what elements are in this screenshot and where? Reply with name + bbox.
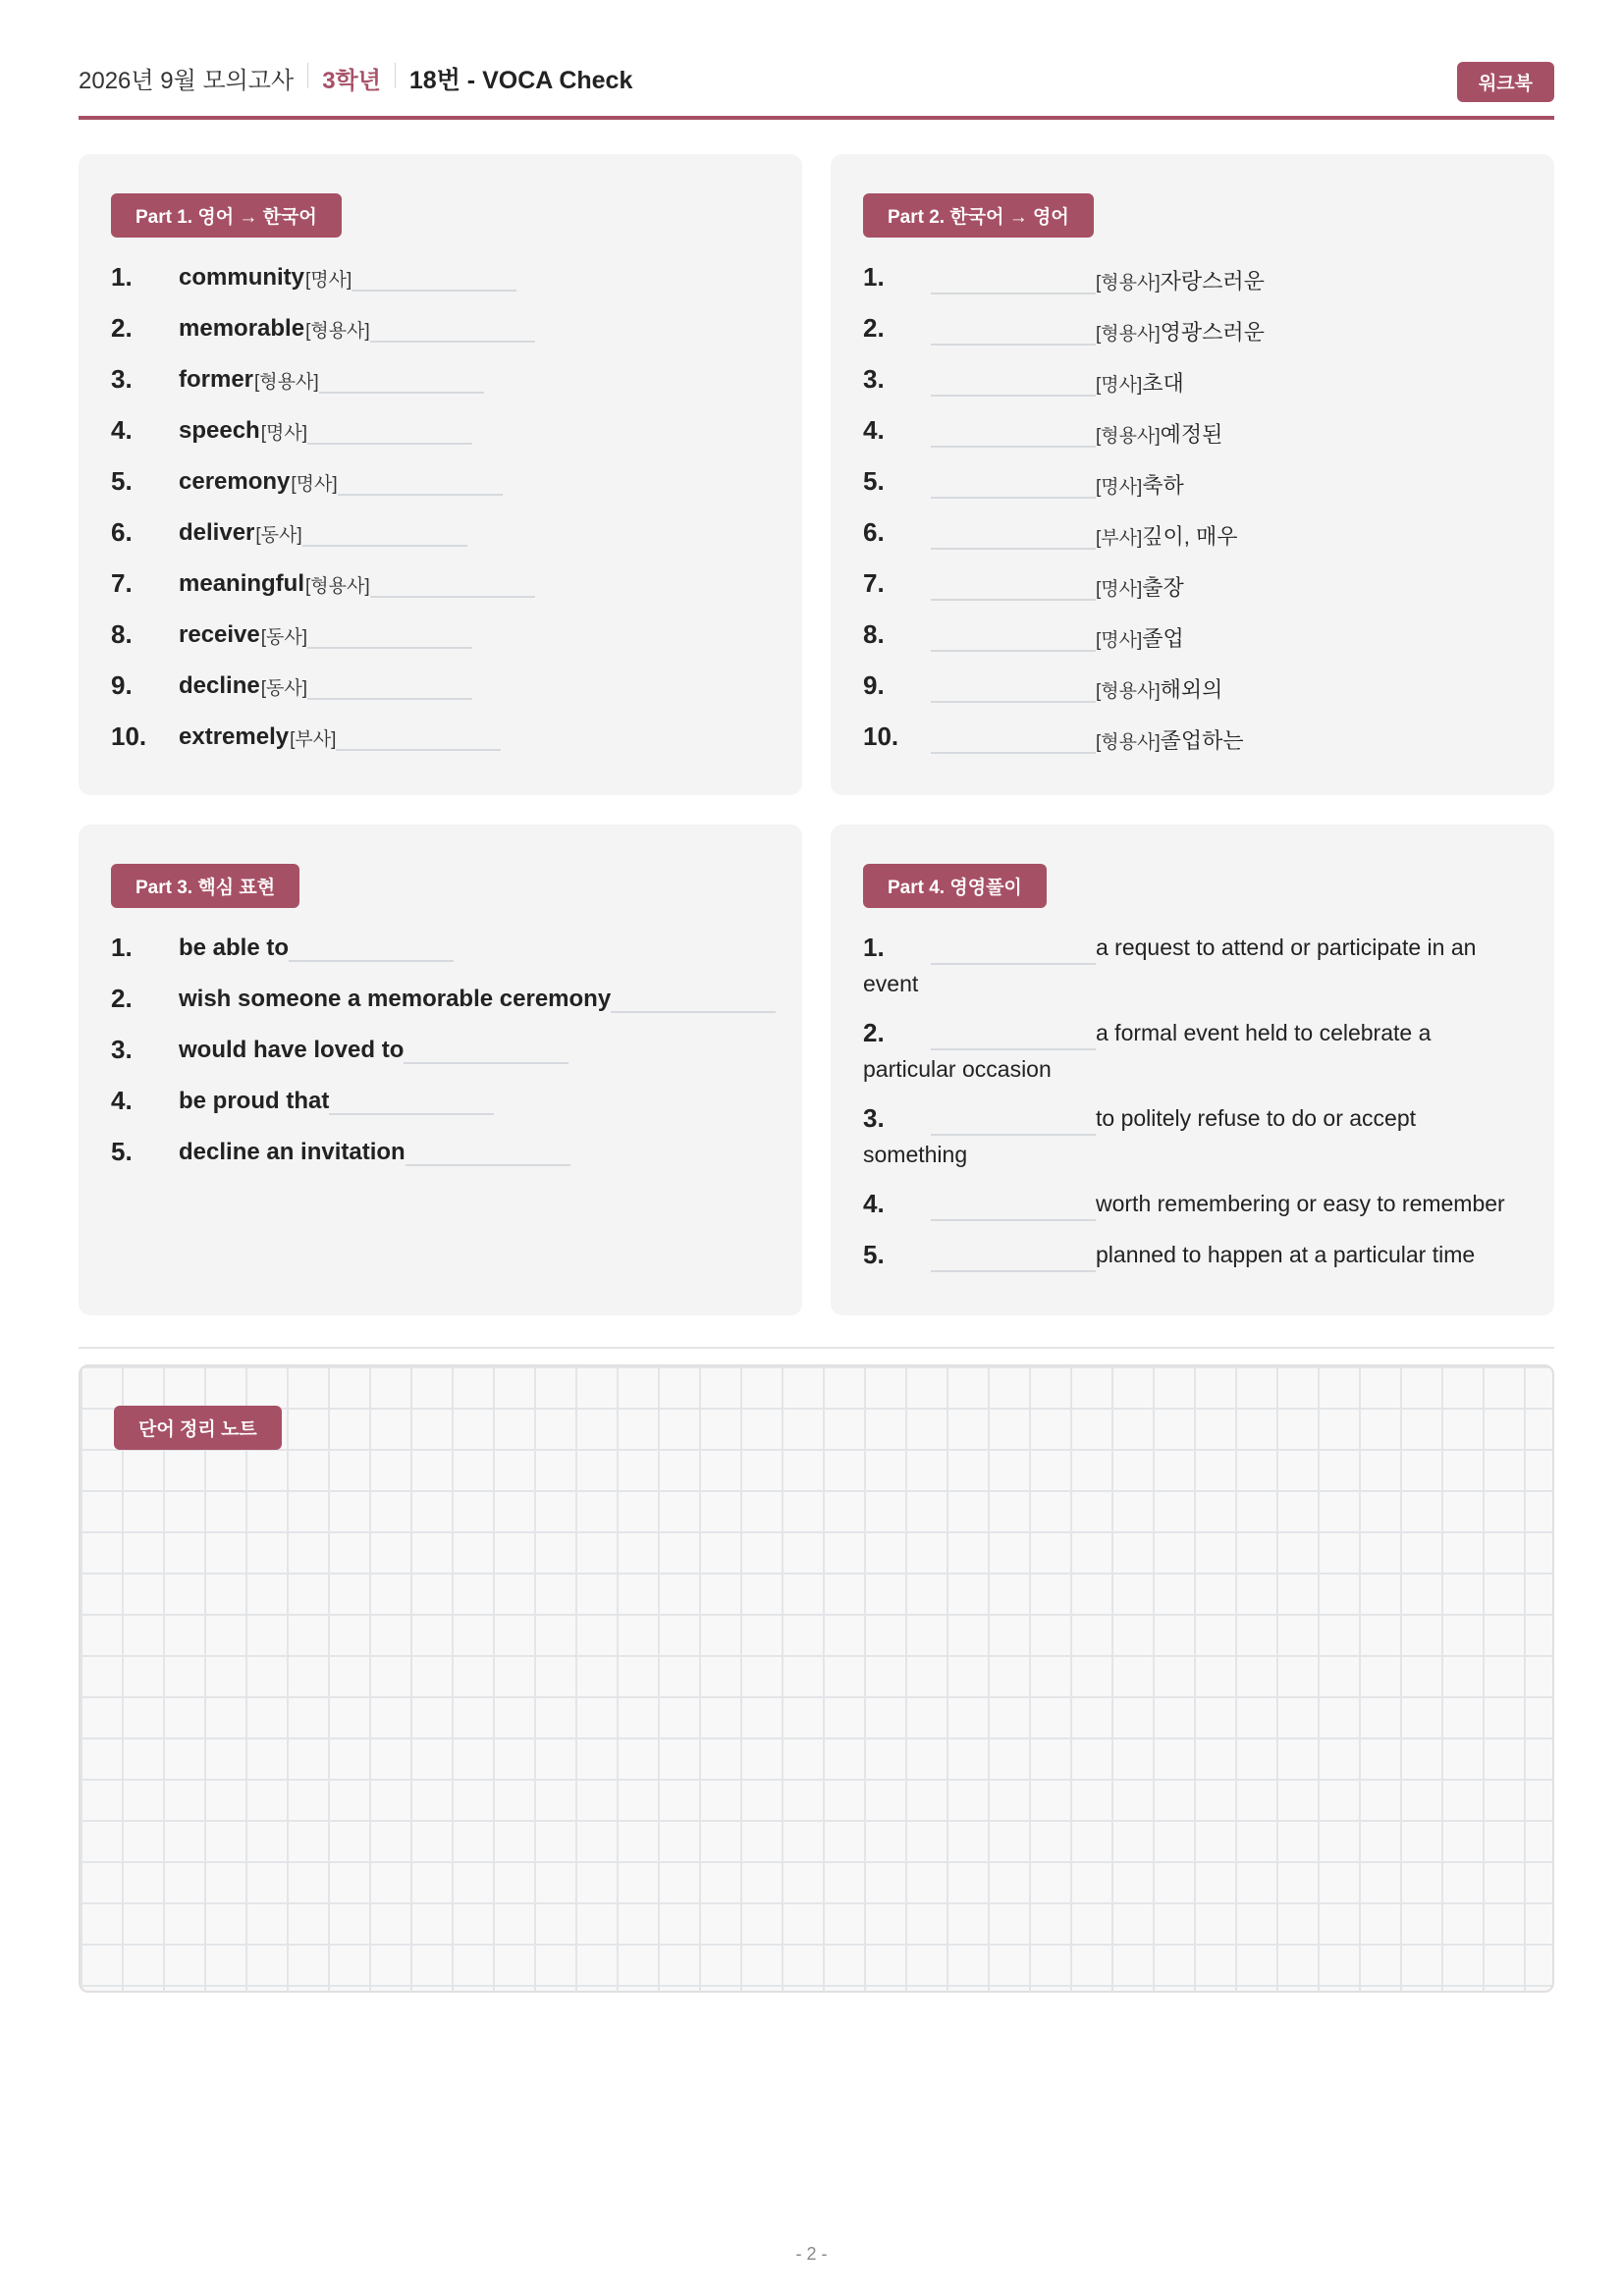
korean-meaning: 졸업 <box>1142 626 1184 651</box>
answer-blank[interactable] <box>336 723 501 751</box>
list-item <box>863 1189 1531 1222</box>
phrase-entry <box>179 1139 570 1166</box>
list-item <box>863 364 1531 398</box>
english-definition: planned to happen at a particular time <box>1096 1242 1476 1267</box>
item-number: 2. <box>863 1018 885 1047</box>
page-title: 18번 - VOCA Check <box>408 67 633 94</box>
list-item <box>863 1103 1531 1168</box>
word-entry <box>179 621 472 649</box>
word-entry <box>179 264 516 292</box>
definition-line <box>863 1018 1531 1051</box>
word-entry <box>179 672 472 700</box>
item-number: 5. <box>111 466 133 496</box>
answer-blank[interactable] <box>338 468 503 496</box>
item-number: 8. <box>111 619 133 649</box>
korean-meaning-entry <box>1096 520 1238 551</box>
english-word: memorable <box>179 315 305 342</box>
item-number: 6. <box>111 517 133 547</box>
korean-meaning: 축하 <box>1142 473 1184 498</box>
korean-meaning-entry <box>1096 622 1184 653</box>
part-of-speech: [형용사] <box>1096 273 1161 294</box>
part1-badge: Part 1. 영어 → 한국어 <box>111 193 342 238</box>
item-number: 5. <box>863 1240 885 1269</box>
list-item <box>863 517 1531 551</box>
answer-blank[interactable] <box>370 570 535 598</box>
answer-blank[interactable] <box>931 1192 1096 1221</box>
word-entry <box>179 723 501 751</box>
list-item <box>863 262 1531 295</box>
list-item <box>111 517 779 551</box>
english-definition: a formal event held to celebrate a <box>1096 1020 1432 1045</box>
part-of-speech: [명사] <box>1096 630 1143 651</box>
item-number: 3. <box>111 364 133 394</box>
answer-blank[interactable] <box>404 1037 568 1064</box>
item-number: 1. <box>111 933 133 962</box>
answer-blank[interactable] <box>307 621 472 649</box>
korean-meaning: 출장 <box>1142 575 1184 600</box>
header-separator <box>395 63 396 88</box>
answer-blank[interactable] <box>319 366 484 394</box>
item-number: 3. <box>111 1035 133 1064</box>
item-number: 7. <box>863 568 885 598</box>
answer-blank[interactable] <box>329 1088 494 1115</box>
english-word: extremely <box>179 723 290 750</box>
english-definition-continued: something <box>863 1142 968 1167</box>
part-of-speech: [명사] <box>1096 477 1143 498</box>
list-item <box>111 415 779 449</box>
phrase-entry <box>179 1088 494 1115</box>
answer-blank[interactable] <box>931 469 1096 499</box>
english-definition: to politely refuse to do or accept <box>1096 1105 1417 1131</box>
english-word: decline <box>179 672 260 699</box>
definition-line <box>863 1189 1531 1222</box>
part4-badge: Part 4. 영영풀이 <box>863 864 1047 908</box>
answer-blank[interactable] <box>931 1106 1096 1136</box>
korean-meaning-entry <box>1096 724 1244 755</box>
item-number: 10. <box>863 721 899 751</box>
item-number: 3. <box>863 1103 885 1133</box>
list-item <box>863 670 1531 704</box>
english-word: meaningful <box>179 570 305 597</box>
item-number: 2. <box>863 313 885 343</box>
answer-blank[interactable] <box>931 935 1096 965</box>
english-word: receive <box>179 621 260 648</box>
part4-panel <box>831 825 1554 1315</box>
part-of-speech: [동사] <box>260 678 307 699</box>
item-number: 7. <box>111 568 133 598</box>
phrase-entry <box>179 1037 568 1064</box>
part1-panel <box>79 154 802 795</box>
item-number: 9. <box>863 670 885 700</box>
list-item <box>863 313 1531 347</box>
definition-line <box>863 1240 1531 1273</box>
answer-blank[interactable] <box>931 673 1096 703</box>
english-word: speech <box>179 417 260 444</box>
item-number: 4. <box>111 415 133 445</box>
answer-blank[interactable] <box>931 1243 1096 1272</box>
item-number: 2. <box>111 313 133 343</box>
header-separator <box>307 63 308 88</box>
english-definition: a request to attend or participate in an <box>1096 934 1477 960</box>
key-phrase: decline an invitation <box>179 1139 406 1165</box>
note-badge: 단어 정리 노트 <box>114 1406 282 1450</box>
vocab-note-grid[interactable] <box>79 1364 1554 1993</box>
item-number: 1. <box>863 933 885 962</box>
korean-meaning: 초대 <box>1142 371 1184 396</box>
korean-meaning-entry <box>1096 316 1265 347</box>
item-number: 9. <box>111 670 133 700</box>
answer-blank[interactable] <box>406 1139 570 1166</box>
korean-meaning: 영광스러운 <box>1160 320 1265 345</box>
key-phrase: be proud that <box>179 1088 330 1114</box>
part2-panel <box>831 154 1554 795</box>
korean-meaning-entry <box>1096 469 1184 500</box>
item-number: 4. <box>111 1086 133 1115</box>
part-of-speech: [부사] <box>290 729 337 750</box>
korean-meaning: 자랑스러운 <box>1160 269 1265 294</box>
item-number: 10. <box>111 721 147 751</box>
list-item <box>111 1086 779 1119</box>
english-word: deliver <box>179 519 255 546</box>
item-number: 1. <box>863 262 885 292</box>
list-item <box>111 984 779 1017</box>
part-of-speech: [명사] <box>291 474 338 495</box>
item-number: 4. <box>863 415 885 445</box>
part-of-speech: [형용사] <box>254 372 319 393</box>
item-number: 5. <box>863 466 885 496</box>
part-of-speech: [명사] <box>260 423 307 444</box>
korean-meaning: 깊이, 매우 <box>1142 524 1238 549</box>
word-entry <box>179 417 472 445</box>
korean-meaning-entry <box>1096 367 1184 398</box>
section-divider <box>79 1347 1554 1349</box>
english-word: former <box>179 366 254 393</box>
key-phrase: wish someone a memorable ceremony <box>179 986 612 1012</box>
list-item <box>111 1137 779 1170</box>
item-number: 6. <box>863 517 885 547</box>
list-item <box>111 313 779 347</box>
list-item <box>111 568 779 602</box>
list-item <box>111 262 779 295</box>
item-number: 8. <box>863 619 885 649</box>
answer-blank[interactable] <box>931 724 1096 754</box>
answer-blank[interactable] <box>931 316 1096 346</box>
item-number: 4. <box>863 1189 885 1218</box>
list-item <box>863 568 1531 602</box>
english-definition-continued: event <box>863 971 919 996</box>
korean-meaning: 예정된 <box>1160 422 1223 447</box>
part3-panel <box>79 825 802 1315</box>
list-item <box>863 415 1531 449</box>
page-header <box>79 61 1554 120</box>
word-entry <box>179 519 467 547</box>
word-entry <box>179 468 503 496</box>
list-item <box>863 933 1531 997</box>
part-of-speech: [형용사] <box>1096 324 1161 345</box>
word-entry <box>179 570 535 598</box>
definition-line <box>863 933 1531 966</box>
answer-blank[interactable] <box>931 418 1096 448</box>
item-number: 3. <box>863 364 885 394</box>
part-of-speech: [형용사] <box>305 321 370 342</box>
phrase-entry <box>179 986 776 1013</box>
korean-meaning-entry <box>1096 673 1222 704</box>
list-item <box>111 466 779 500</box>
part2-badge: Part 2. 한국어 → 영어 <box>863 193 1094 238</box>
part-of-speech: [명사] <box>1096 579 1143 600</box>
part-of-speech: [형용사] <box>305 576 370 597</box>
korean-meaning-entry <box>1096 265 1265 295</box>
english-definition: worth remembering or easy to remember <box>1096 1191 1505 1216</box>
list-item <box>111 721 779 755</box>
list-item <box>111 1035 779 1068</box>
part-of-speech: [형용사] <box>1096 732 1161 753</box>
answer-blank[interactable] <box>302 519 467 547</box>
answer-blank[interactable] <box>931 265 1096 294</box>
answer-blank[interactable] <box>289 934 454 962</box>
answer-blank[interactable] <box>352 264 516 292</box>
answer-blank[interactable] <box>611 986 776 1013</box>
item-number: 2. <box>111 984 133 1013</box>
part-of-speech: [형용사] <box>1096 426 1161 447</box>
key-phrase: would have loved to <box>179 1037 405 1063</box>
definition-line <box>863 1103 1531 1137</box>
korean-meaning-entry <box>1096 571 1184 602</box>
part-of-speech: [동사] <box>260 627 308 648</box>
part3-badge: Part 3. 핵심 표현 <box>111 864 299 908</box>
answer-blank[interactable] <box>931 571 1096 601</box>
list-item <box>111 619 779 653</box>
answer-blank[interactable] <box>307 417 472 445</box>
list-item <box>863 619 1531 653</box>
part-of-speech: [명사] <box>1096 375 1143 396</box>
answer-blank[interactable] <box>931 520 1096 550</box>
answer-blank[interactable] <box>931 367 1096 397</box>
english-word: community <box>179 264 305 291</box>
workbook-badge: 워크북 <box>1457 62 1554 102</box>
part-of-speech: [명사] <box>305 270 352 291</box>
list-item <box>863 1240 1531 1273</box>
list-item <box>111 670 779 704</box>
part-of-speech: [형용사] <box>1096 681 1161 702</box>
list-item <box>863 466 1531 500</box>
page-number: - 2 - <box>795 2244 828 2264</box>
part-of-speech: [부사] <box>1096 528 1143 549</box>
item-number: 5. <box>111 1137 133 1166</box>
key-phrase: be able to <box>179 934 290 961</box>
answer-blank[interactable] <box>307 672 472 700</box>
korean-meaning: 해외의 <box>1160 677 1223 702</box>
exam-name: 2026년 9월 모의고사 <box>79 68 295 94</box>
list-item <box>111 364 779 398</box>
english-definition-continued: particular occasion <box>863 1056 1052 1082</box>
list-item <box>863 1018 1531 1083</box>
korean-meaning-entry <box>1096 418 1222 449</box>
answer-blank[interactable] <box>931 1021 1096 1050</box>
phrase-entry <box>179 934 454 962</box>
english-word: ceremony <box>179 468 291 495</box>
word-entry <box>179 366 484 394</box>
list-item <box>111 933 779 966</box>
item-number: 1. <box>111 262 133 292</box>
part-of-speech: [동사] <box>255 525 302 546</box>
answer-blank[interactable] <box>931 622 1096 652</box>
grade-label: 3학년 <box>322 68 381 94</box>
word-entry <box>179 315 535 343</box>
list-item <box>863 721 1531 755</box>
answer-blank[interactable] <box>370 315 535 343</box>
korean-meaning: 졸업하는 <box>1160 728 1244 753</box>
